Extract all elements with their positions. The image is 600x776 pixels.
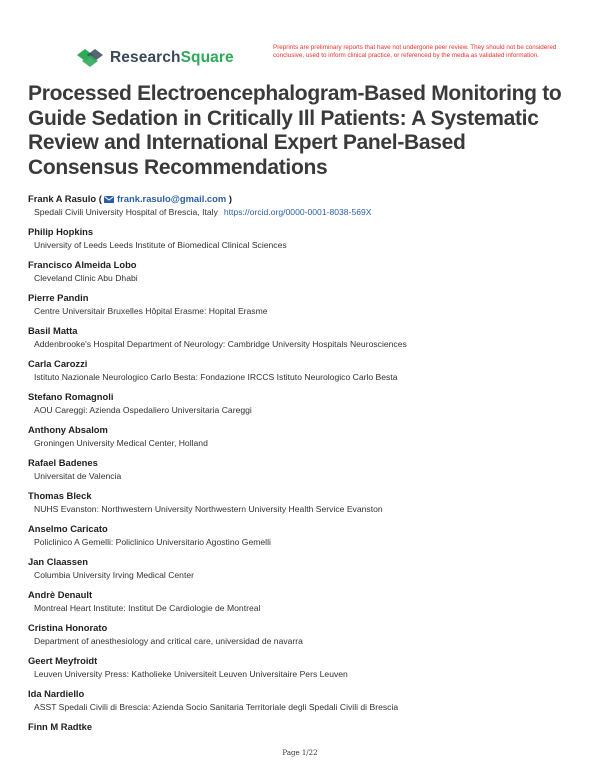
author-entry [28,456,588,489]
author-entry [28,588,588,621]
author-affiliation: Groningen University Medical Center, Holland [34,438,208,448]
author-email: frank.rasulo@gmail.com [117,193,227,204]
author-affiliation: Addenbrooke's Hospital Department of Neurology: Cambridge University Hospitals Neurosciences [34,339,407,349]
author-name: Finn M Radtke [28,721,93,732]
author-name: Andrè Denault [28,589,93,600]
author-name: Geert Meyfroidt [28,655,98,666]
author-name-line [28,192,588,206]
author-affiliation: Department of anesthesiology and critical care, universidad de navarra [34,636,303,646]
author-name: Philip Hopkins [28,226,94,237]
affiliation-text: Spedali Civili University Hospital of Brescia, Italy [34,207,218,217]
author-affiliation: NUHS Evanston: Northwestern University Northwestern University Health Service Evanston [34,504,383,514]
page-header [0,0,600,80]
author-name: Frank A Rasulo [28,193,97,204]
author-affiliation: AOU Careggi: Azienda Ospedaliero Universitaria Careggi [34,405,252,415]
author-entry [28,423,588,456]
author-affiliation: Cleveland Clinic Abu Dhabi [34,273,138,283]
author-affiliation [28,206,588,219]
author-affiliation: Istituto Nazionale Neurologico Carlo Besta: Fondazione IRCCS Istituto Neurologico Carlo Besta [34,372,398,382]
author-affiliation: University of Leeds Leeds Institute of Biomedical Clinical Sciences [34,240,287,250]
paren-close: ) [228,193,232,204]
paper-title: Processed Electroencephalogram-Based Monitoring to Guide Sedation in Critically Ill Patients: A Systematic Review and International Expert Panel-Based Consensus Recommendations [28,82,562,179]
author-name: Pierre Pandin [28,292,89,303]
author-name: Ida Nardiello [28,688,85,699]
brand-name-part2: Square [180,49,234,66]
author-entry [28,555,588,588]
author-name: Anselmo Caricato [28,523,108,534]
author-list [28,192,588,753]
author-affiliation: Columbia University Irving Medical Center [34,570,194,580]
page-number: Page 1/22 [282,749,318,757]
author-name: Carla Carozzi [28,358,88,369]
author-entry [28,621,588,654]
author-affiliation: Policlinico A Gemelli: Policlinico Universitario Agostino Gemelli [34,537,271,547]
author-affiliation: Montreal Heart Institute: Institut De Cardiologie de Montreal [34,603,261,613]
author-name: Stefano Romagnoli [28,391,114,402]
author-entry [28,522,588,555]
author-name: Thomas Bleck [28,490,92,501]
brand-name [110,49,234,67]
brand-name-part1: Research [110,49,181,66]
author-affiliation: ASST Spedali Civili di Brescia: Azienda Socio Sanitaria Territoriale degli Spedali Civili di Brescia [34,702,399,712]
envelope-icon [104,196,114,203]
author-entry [28,258,588,291]
author-name: Cristina Honorato [28,622,108,633]
author-entry [28,357,588,390]
paren-open: ( [98,193,102,204]
author-email-link[interactable] [104,193,226,204]
author-name: Jan Claassen [28,556,88,567]
author-entry [28,654,588,687]
author-entry [28,390,588,423]
author-entry [28,489,588,522]
research-square-logo[interactable] [76,48,234,68]
author-affiliation: Centre Universitair Bruxelles Hôpital Erasme: Hopital Erasme [34,306,268,316]
author-name: Basil Matta [28,325,78,336]
corresponding-author [28,192,588,225]
research-square-logo-icon [76,48,104,68]
author-name: Francisco Almeida Lobo [28,259,137,270]
author-affiliation: Universitat de Valencia [34,471,122,481]
author-entry [28,291,588,324]
author-affiliation: Leuven University Press: Katholieke Universiteit Leuven Universitaire Pers Leuven [34,669,348,679]
author-name: Anthony Absalom [28,424,108,435]
author-entry [28,225,588,258]
author-name: Rafael Badenes [28,457,98,468]
orcid-link[interactable]: https://orcid.org/0000-0001-8038-569X [223,207,372,217]
author-entry [28,687,588,720]
author-entry [28,324,588,357]
preprint-disclaimer: Preprints are preliminary reports that have not undergone peer review. They should not be considered conclusive, used to inform clinical practice, or referenced by the media as validated information. [273,44,557,59]
